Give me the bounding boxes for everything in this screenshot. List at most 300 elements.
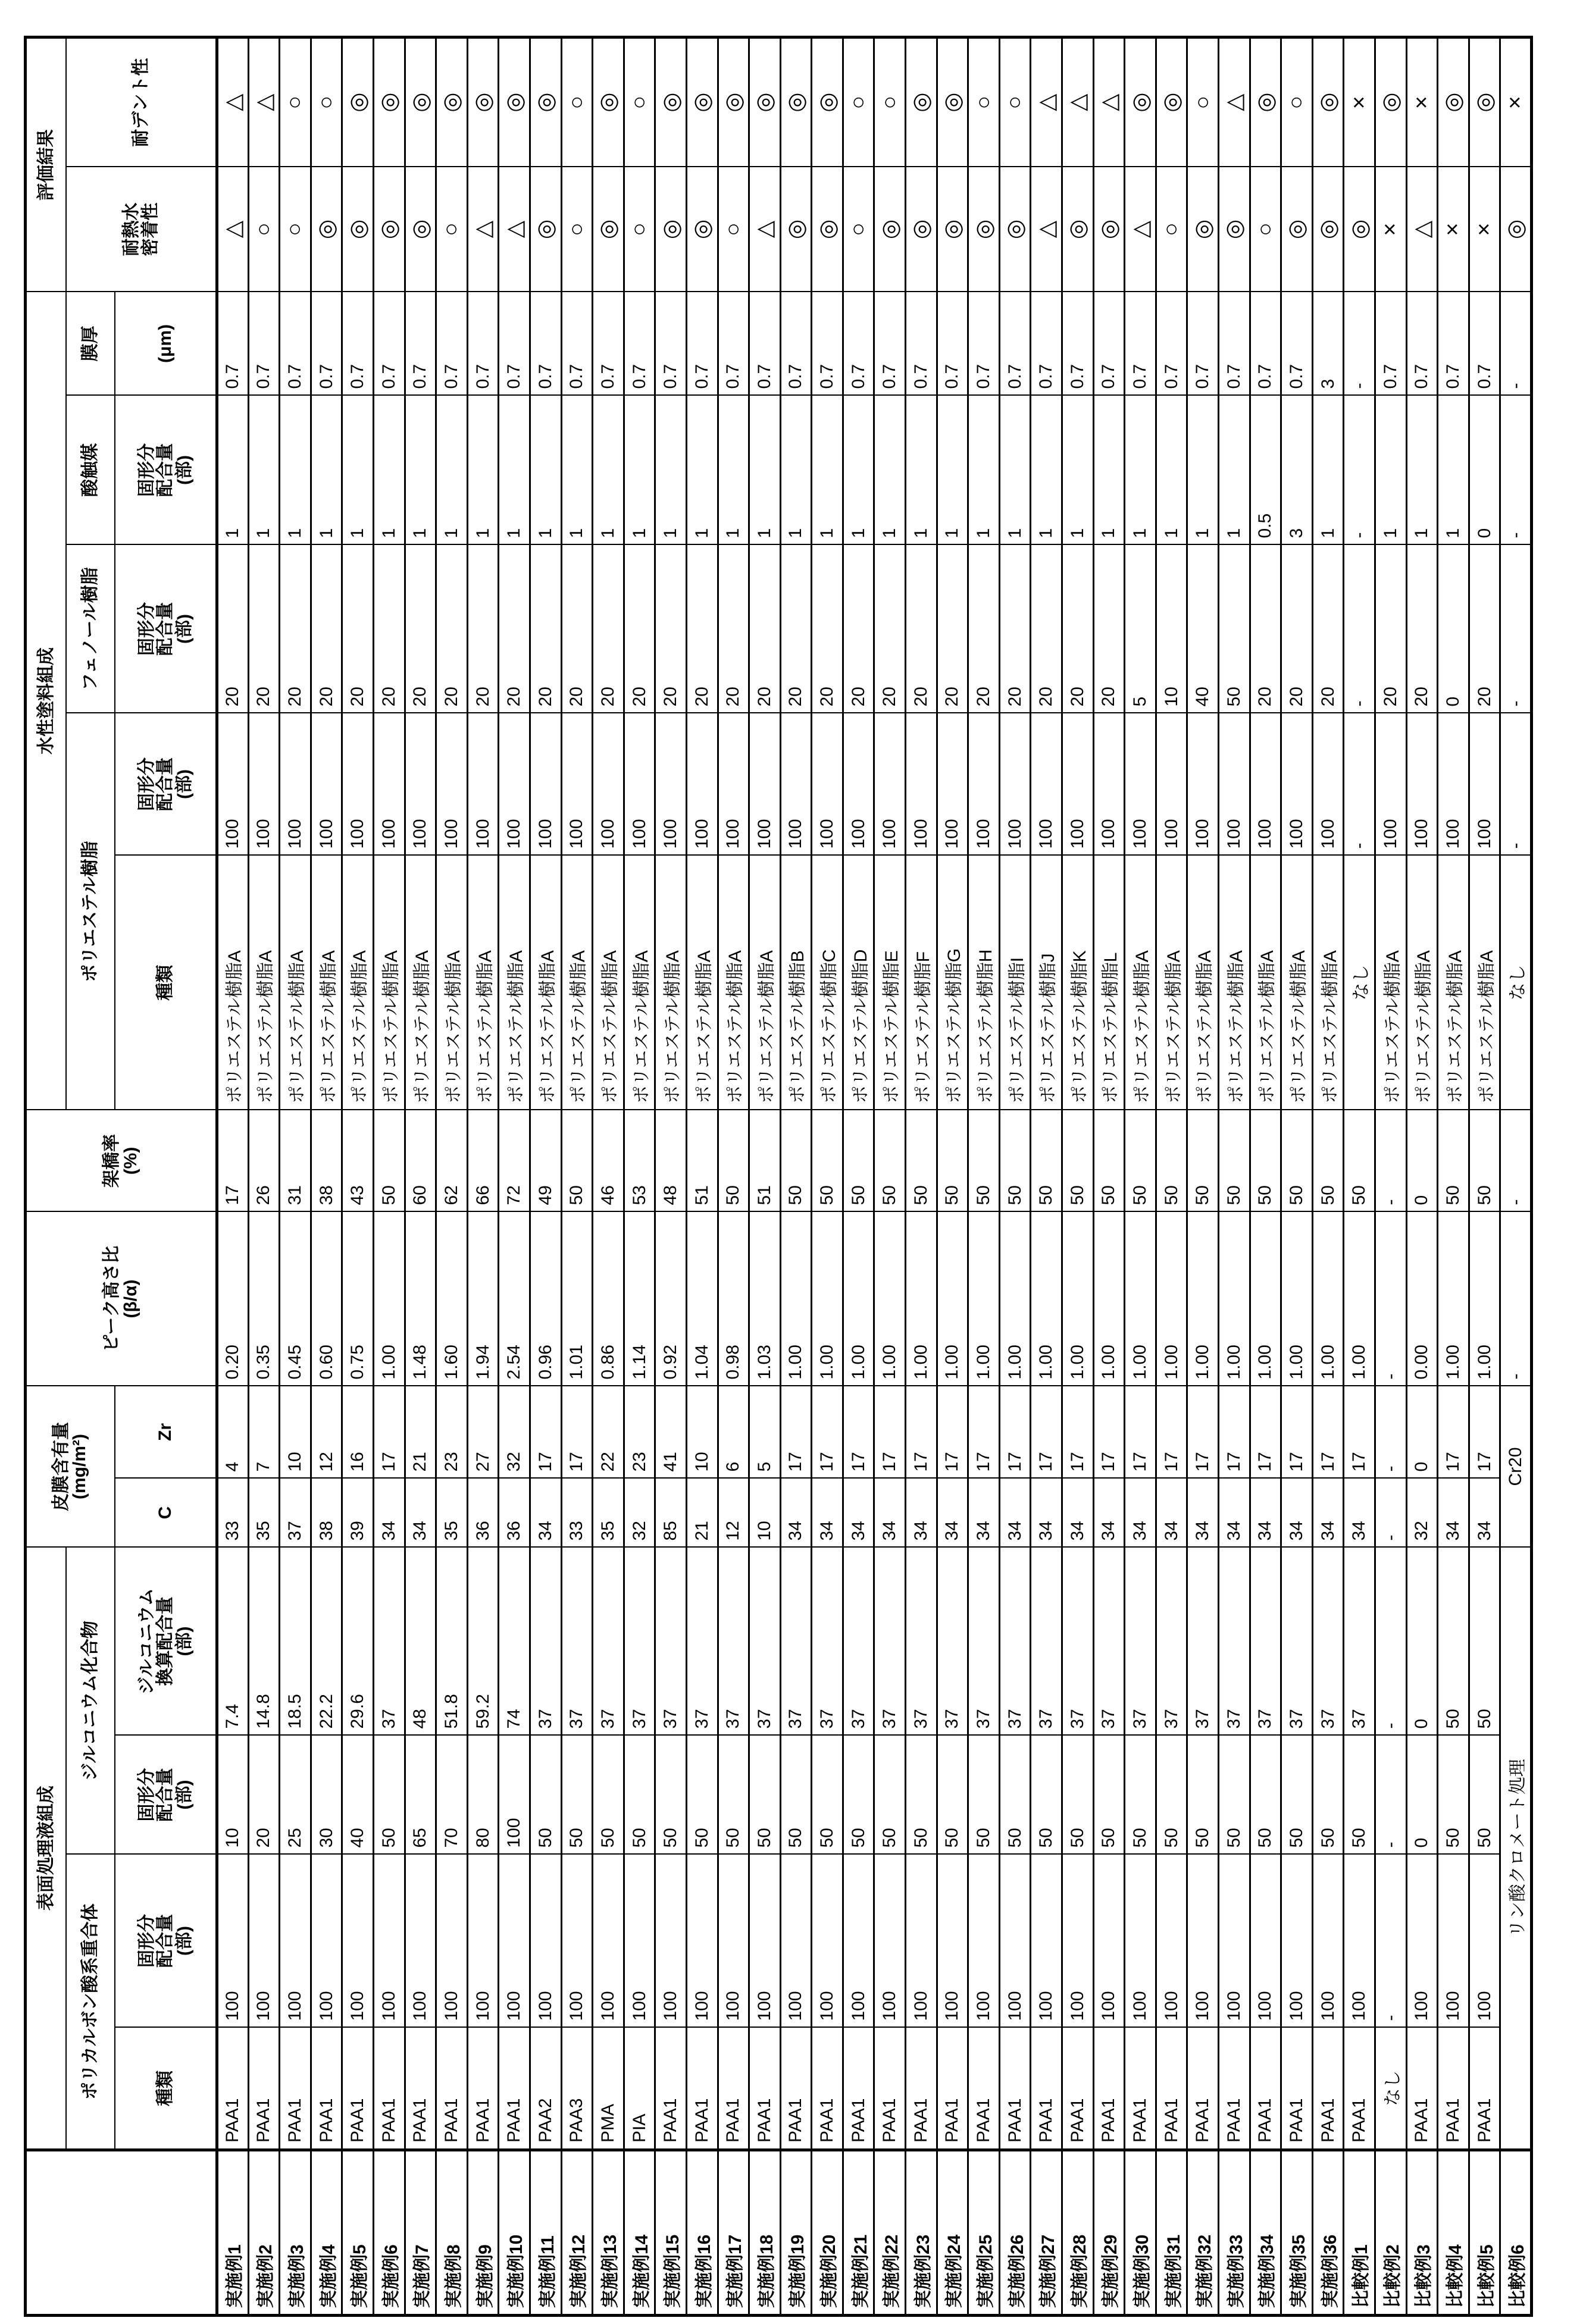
cell-zr-converted: 37 xyxy=(1187,1548,1219,1736)
row-label: 実施例27 xyxy=(1031,2150,1062,2316)
cell-dent-resistance: × xyxy=(1406,37,1438,167)
cell-acid-solid: 1 xyxy=(686,396,718,545)
cell-peak-ratio: 1.00 xyxy=(1093,1212,1125,1386)
cell-zr-content: - xyxy=(1375,1386,1406,1479)
cell-zr-solid: 10 xyxy=(217,1736,249,1855)
cell-zr-content: 41 xyxy=(655,1386,687,1479)
cell-thickness: 0.7 xyxy=(1438,292,1469,395)
header-thickness-unit: (μm) xyxy=(115,292,217,395)
cell-polyester-type: ポリエステル樹脂A xyxy=(749,856,781,1110)
cell-c-content: 34 xyxy=(1125,1479,1156,1548)
cell-c-content: 33 xyxy=(217,1479,249,1548)
cell-crosslink-rate: 50 xyxy=(1344,1110,1375,1212)
cell-paa-solid: 100 xyxy=(561,1855,593,2028)
cell-acid-solid: 1 xyxy=(749,396,781,545)
cell-heat-water-adhesion: △ xyxy=(749,167,781,292)
cell-polyester-solid: 100 xyxy=(1031,713,1062,856)
cell-paa-solid: 100 xyxy=(1062,1855,1094,2028)
table-row xyxy=(624,37,655,2315)
cell-dent-resistance: ◎ xyxy=(937,37,968,167)
cell-zr-converted: 37 xyxy=(1312,1548,1344,1736)
row-label: 実施例20 xyxy=(812,2150,843,2316)
cell-paa-solid: 100 xyxy=(999,1855,1031,2028)
cell-paa-type: PAA1 xyxy=(686,2028,718,2150)
cell-polyester-solid: 100 xyxy=(1375,713,1406,856)
cell-zr-solid: 50 xyxy=(1469,1736,1500,1855)
cell-paa-solid: 100 xyxy=(655,1855,687,2028)
cell-polyester-solid: 100 xyxy=(1312,713,1344,856)
cell-phenol-solid: 20 xyxy=(1406,545,1438,713)
cell-thickness: 0.7 xyxy=(561,292,593,395)
table-row xyxy=(405,37,436,2315)
cell-heat-water-adhesion: △ xyxy=(499,167,530,292)
cell-crosslink-rate: 17 xyxy=(217,1110,249,1212)
cell-polyester-type: ポリエステル樹脂A xyxy=(1375,856,1406,1110)
cell-paa-type: PAA2 xyxy=(530,2028,561,2150)
cell-crosslink-rate: 50 xyxy=(561,1110,593,1212)
cell-peak-ratio: 1.00 xyxy=(1062,1212,1094,1386)
cell-paa-type: PAA1 xyxy=(1156,2028,1187,2150)
cell-dent-resistance: ◎ xyxy=(342,37,374,167)
cell-zr-solid: 30 xyxy=(311,1736,342,1855)
cell-zr-converted: 59.2 xyxy=(467,1548,499,1736)
row-label: 実施例11 xyxy=(530,2150,561,2316)
row-label: 実施例23 xyxy=(906,2150,937,2316)
cell-peak-ratio: 1.00 xyxy=(373,1212,405,1386)
cell-zr-converted: 37 xyxy=(968,1548,1000,1736)
cell-paa-solid: 100 xyxy=(843,1855,874,2028)
cell-polyester-type: ポリエステル樹脂A xyxy=(436,856,468,1110)
cell-paa-solid: 100 xyxy=(1469,1855,1500,2028)
cell-zr-solid: 0 xyxy=(1406,1736,1438,1855)
cell-polyester-type: ポリエステル樹脂A xyxy=(248,856,280,1110)
table-row xyxy=(1219,37,1250,2315)
table-row xyxy=(1125,37,1156,2315)
cell-zr-solid: 50 xyxy=(780,1736,812,1855)
cell-c-content: 34 xyxy=(405,1479,436,1548)
table-row xyxy=(1250,37,1281,2315)
cell-phenol-solid: 20 xyxy=(906,545,937,713)
cell-zr-solid: 50 xyxy=(1125,1736,1156,1855)
cell-phenol-solid: 20 xyxy=(874,545,906,713)
cell-peak-ratio: 1.00 xyxy=(1281,1212,1313,1386)
cell-c-content: 34 xyxy=(937,1479,968,1548)
row-label: 比較例6 xyxy=(1500,2150,1532,2316)
cell-crosslink-rate: 51 xyxy=(686,1110,718,1212)
cell-thickness: 0.7 xyxy=(1062,292,1094,395)
cell-phenol-solid: 20 xyxy=(1031,545,1062,713)
cell-phenol-solid: 20 xyxy=(780,545,812,713)
table-row xyxy=(843,37,874,2315)
cell-c-content: 12 xyxy=(718,1479,749,1548)
cell-zr-converted: 37 xyxy=(874,1548,906,1736)
cell-paa-solid: 100 xyxy=(405,1855,436,2028)
cell-thickness: 0.7 xyxy=(436,292,468,395)
cell-polyester-type: ポリエステル樹脂B xyxy=(780,856,812,1110)
header-surface-treatment: 表面処理液組成 xyxy=(26,1548,66,2150)
corner-cell xyxy=(26,2150,217,2316)
cell-crosslink-rate: 50 xyxy=(1250,1110,1281,1212)
cell-thickness: - xyxy=(1500,292,1532,395)
cell-paa-type: なし xyxy=(1375,2028,1406,2150)
cell-peak-ratio: 0.96 xyxy=(530,1212,561,1386)
cell-zr-content: 6 xyxy=(718,1386,749,1479)
cell-zr-converted: 37 xyxy=(530,1548,561,1736)
row-label: 実施例22 xyxy=(874,2150,906,2316)
cell-paa-solid: 100 xyxy=(937,1855,968,2028)
cell-c-content: 85 xyxy=(655,1479,687,1548)
cell-zr-content: 27 xyxy=(467,1386,499,1479)
cell-paa-type: PAA1 xyxy=(499,2028,530,2150)
cell-zr-content: 17 xyxy=(1438,1386,1469,1479)
cell-thickness: 0.7 xyxy=(1281,292,1313,395)
row-label: 実施例30 xyxy=(1125,2150,1156,2316)
cell-crosslink-rate: 50 xyxy=(1125,1110,1156,1212)
header-dent-resistance: 耐デント性 xyxy=(66,37,217,167)
cell-paa-type: PAA1 xyxy=(1312,2028,1344,2150)
header-zr-converted: ジルコニウム 換算配合量 (部) xyxy=(115,1548,217,1736)
cell-thickness: 0.7 xyxy=(373,292,405,395)
cell-phenol-solid: 20 xyxy=(530,545,561,713)
cell-dent-resistance: ○ xyxy=(968,37,1000,167)
cell-film-content: Cr20 xyxy=(1500,1386,1532,1548)
row-label: 実施例36 xyxy=(1312,2150,1344,2316)
cell-heat-water-adhesion: ◎ xyxy=(780,167,812,292)
cell-zr-solid: 50 xyxy=(937,1736,968,1855)
table-row xyxy=(906,37,937,2315)
cell-zr-solid: 50 xyxy=(1312,1736,1344,1855)
cell-peak-ratio: 1.00 xyxy=(1156,1212,1187,1386)
cell-polyester-solid: 100 xyxy=(499,713,530,856)
cell-paa-type: PAA1 xyxy=(1250,2028,1281,2150)
cell-paa-type: PAA1 xyxy=(248,2028,280,2150)
table-row xyxy=(686,37,718,2315)
cell-zr-converted: 37 xyxy=(561,1548,593,1736)
cell-zr-converted: 74 xyxy=(499,1548,530,1736)
cell-polyester-type: なし xyxy=(1500,856,1532,1110)
cell-crosslink-rate: 50 xyxy=(1281,1110,1313,1212)
cell-thickness: 0.7 xyxy=(780,292,812,395)
cell-paa-type: PAA1 xyxy=(906,2028,937,2150)
header-phenol: フェノール樹脂 xyxy=(66,545,115,713)
cell-heat-water-adhesion: ◎ xyxy=(1312,167,1344,292)
cell-paa-solid: 100 xyxy=(1125,1855,1156,2028)
table-row xyxy=(1312,37,1344,2315)
cell-thickness: 0.7 xyxy=(1406,292,1438,395)
cell-zr-solid: 50 xyxy=(1281,1736,1313,1855)
cell-zr-converted: 37 xyxy=(780,1548,812,1736)
cell-acid-solid: 1 xyxy=(342,396,374,545)
cell-c-content: 34 xyxy=(968,1479,1000,1548)
cell-acid-solid: 0 xyxy=(1469,396,1500,545)
cell-polyester-type: ポリエステル樹脂A xyxy=(1219,856,1250,1110)
cell-paa-solid: 100 xyxy=(436,1855,468,2028)
cell-zr-solid: 50 xyxy=(593,1736,624,1855)
cell-c-content: 34 xyxy=(906,1479,937,1548)
header-polyester-type: 種類 xyxy=(115,856,217,1110)
cell-thickness: 0.7 xyxy=(248,292,280,395)
cell-paa-type: PAA1 xyxy=(1469,2028,1500,2150)
table-row xyxy=(1281,37,1313,2315)
cell-polyester-type: ポリエステル樹脂L xyxy=(1093,856,1125,1110)
cell-acid-solid: 1 xyxy=(874,396,906,545)
table-row xyxy=(467,37,499,2315)
cell-zr-converted: 37 xyxy=(999,1548,1031,1736)
row-label: 実施例4 xyxy=(311,2150,342,2316)
cell-acid-solid: 1 xyxy=(248,396,280,545)
cell-acid-solid: 1 xyxy=(217,396,249,545)
cell-dent-resistance: △ xyxy=(1219,37,1250,167)
header-zr-solid: 固形分 配合量 (部) xyxy=(115,1736,217,1855)
cell-paa-solid: 100 xyxy=(874,1855,906,2028)
cell-zr-solid: 50 xyxy=(1093,1736,1125,1855)
cell-dent-resistance: ◎ xyxy=(906,37,937,167)
header-acid-catalyst: 酸触媒 xyxy=(66,396,115,545)
cell-dent-resistance: ○ xyxy=(874,37,906,167)
header-evaluation: 評価結果 xyxy=(26,37,66,292)
row-label: 実施例3 xyxy=(280,2150,311,2316)
table-row xyxy=(1344,37,1375,2315)
cell-paa-solid: 100 xyxy=(968,1855,1000,2028)
row-label: 実施例15 xyxy=(655,2150,687,2316)
cell-c-content: 34 xyxy=(1031,1479,1062,1548)
cell-thickness: 0.7 xyxy=(1156,292,1187,395)
cell-phenol-solid: 20 xyxy=(686,545,718,713)
cell-zr-solid: 50 xyxy=(373,1736,405,1855)
cell-zr-content: 17 xyxy=(999,1386,1031,1479)
cell-c-content: 34 xyxy=(530,1479,561,1548)
cell-dent-resistance: △ xyxy=(1062,37,1094,167)
cell-crosslink-rate: 50 xyxy=(1062,1110,1094,1212)
cell-peak-ratio: 0.86 xyxy=(593,1212,624,1386)
cell-peak-ratio: 2.54 xyxy=(499,1212,530,1386)
cell-acid-solid: 1 xyxy=(1093,396,1125,545)
cell-phenol-solid: 20 xyxy=(718,545,749,713)
header-heat-water-adhesion: 耐熱水 密着性 xyxy=(66,167,217,292)
cell-polyester-solid: 100 xyxy=(968,713,1000,856)
cell-paa-solid: 100 xyxy=(718,1855,749,2028)
cell-polyester-type: ポリエステル樹脂A xyxy=(311,856,342,1110)
cell-zr-converted: 37 xyxy=(1125,1548,1156,1736)
table-row xyxy=(937,37,968,2315)
cell-phenol-solid: 20 xyxy=(968,545,1000,713)
cell-peak-ratio: 0.20 xyxy=(217,1212,249,1386)
table-row xyxy=(217,37,249,2315)
cell-acid-solid: 1 xyxy=(1219,396,1250,545)
cell-zr-converted: 37 xyxy=(1156,1548,1187,1736)
table-row xyxy=(1093,37,1125,2315)
cell-thickness: 0.7 xyxy=(655,292,687,395)
cell-c-content: 34 xyxy=(1344,1479,1375,1548)
cell-zr-converted: 18.5 xyxy=(280,1548,311,1736)
cell-phenol-solid: 20 xyxy=(1093,545,1125,713)
cell-peak-ratio: 1.00 xyxy=(999,1212,1031,1386)
header-phenol-solid: 固形分 配合量 (部) xyxy=(115,545,217,713)
cell-paa-type: PAA1 xyxy=(1406,2028,1438,2150)
cell-dent-resistance: ◎ xyxy=(655,37,687,167)
table-row xyxy=(311,37,342,2315)
cell-paa-solid: 100 xyxy=(1219,1855,1250,2028)
cell-heat-water-adhesion: ○ xyxy=(280,167,311,292)
cell-acid-solid: 1 xyxy=(906,396,937,545)
cell-peak-ratio: 1.00 xyxy=(1031,1212,1062,1386)
cell-heat-water-adhesion: × xyxy=(1438,167,1469,292)
cell-thickness: - xyxy=(1344,292,1375,395)
cell-thickness: 0.7 xyxy=(968,292,1000,395)
cell-zr-converted: 0 xyxy=(1406,1548,1438,1736)
table-row xyxy=(1375,37,1406,2315)
row-label: 実施例16 xyxy=(686,2150,718,2316)
row-label: 実施例6 xyxy=(373,2150,405,2316)
cell-zr-solid: 50 xyxy=(561,1736,593,1855)
cell-c-content: 34 xyxy=(843,1479,874,1548)
cell-paa-solid: 100 xyxy=(1031,1855,1062,2028)
cell-polyester-type: ポリエステル樹脂A xyxy=(373,856,405,1110)
cell-heat-water-adhesion: △ xyxy=(217,167,249,292)
cell-zr-solid: 50 xyxy=(1219,1736,1250,1855)
cell-polyester-solid: 100 xyxy=(1093,713,1125,856)
cell-zr-content: 16 xyxy=(342,1386,374,1479)
cell-crosslink-rate: 50 xyxy=(1438,1110,1469,1212)
row-label: 実施例34 xyxy=(1250,2150,1281,2316)
cell-zr-solid: 50 xyxy=(686,1736,718,1855)
cell-dent-resistance: ◎ xyxy=(812,37,843,167)
cell-peak-ratio: 0.45 xyxy=(280,1212,311,1386)
cell-crosslink-rate: 66 xyxy=(467,1110,499,1212)
table-body xyxy=(217,37,1532,2315)
cell-thickness: 0.7 xyxy=(843,292,874,395)
cell-dent-resistance: ◎ xyxy=(1375,37,1406,167)
cell-thickness: 0.7 xyxy=(1031,292,1062,395)
cell-polyester-solid: 100 xyxy=(217,713,249,856)
cell-zr-content: 17 xyxy=(1031,1386,1062,1479)
cell-dent-resistance: ◎ xyxy=(405,37,436,167)
cell-heat-water-adhesion: ◎ xyxy=(1062,167,1094,292)
table-row xyxy=(593,37,624,2315)
cell-zr-content: 22 xyxy=(593,1386,624,1479)
cell-dent-resistance: ○ xyxy=(280,37,311,167)
cell-peak-ratio: 0.60 xyxy=(311,1212,342,1386)
cell-acid-solid: 1 xyxy=(405,396,436,545)
cell-zr-converted: 37 xyxy=(843,1548,874,1736)
row-label: 比較例5 xyxy=(1469,2150,1500,2316)
cell-thickness: 0.7 xyxy=(1187,292,1219,395)
cell-polyester-type: ポリエステル樹脂A xyxy=(593,856,624,1110)
cell-zr-content: 5 xyxy=(749,1386,781,1479)
cell-c-content: 34 xyxy=(874,1479,906,1548)
cell-phenol-solid: 20 xyxy=(1281,545,1313,713)
cell-phenol-solid: 5 xyxy=(1125,545,1156,713)
cell-heat-water-adhesion: ◎ xyxy=(937,167,968,292)
cell-crosslink-rate: 31 xyxy=(280,1110,311,1212)
cell-polyester-solid: 100 xyxy=(530,713,561,856)
header-film-content: 皮膜含有量 (mg/m²) xyxy=(26,1386,115,1548)
cell-acid-solid: 1 xyxy=(624,396,655,545)
cell-paa-solid: 100 xyxy=(499,1855,530,2028)
cell-polyester-solid: 100 xyxy=(1062,713,1094,856)
cell-zr-content: 17 xyxy=(843,1386,874,1479)
cell-dent-resistance: ◎ xyxy=(1125,37,1156,167)
cell-paa-solid: 100 xyxy=(1093,1855,1125,2028)
cell-crosslink-rate: 43 xyxy=(342,1110,374,1212)
cell-zr-converted: 37 xyxy=(906,1548,937,1736)
cell-crosslink-rate: 49 xyxy=(530,1110,561,1212)
table-row xyxy=(342,37,374,2315)
cell-crosslink-rate: 50 xyxy=(780,1110,812,1212)
cell-zr-content: 10 xyxy=(686,1386,718,1479)
cell-zr-content: 17 xyxy=(1250,1386,1281,1479)
cell-acid-solid: 1 xyxy=(812,396,843,545)
cell-phenol-solid: 20 xyxy=(1062,545,1094,713)
cell-zr-converted: 37 xyxy=(749,1548,781,1736)
table-row xyxy=(874,37,906,2315)
cell-peak-ratio: 0.75 xyxy=(342,1212,374,1386)
table-row xyxy=(530,37,561,2315)
cell-dent-resistance: ◎ xyxy=(499,37,530,167)
row-label: 実施例12 xyxy=(561,2150,593,2316)
cell-peak-ratio: 0.98 xyxy=(718,1212,749,1386)
cell-heat-water-adhesion: ○ xyxy=(436,167,468,292)
row-label: 実施例13 xyxy=(593,2150,624,2316)
cell-zr-converted: 37 xyxy=(937,1548,968,1736)
cell-acid-solid: 1 xyxy=(999,396,1031,545)
cell-peak-ratio: 1.00 xyxy=(843,1212,874,1386)
cell-paa-type: PAA1 xyxy=(718,2028,749,2150)
cell-phenol-solid: - xyxy=(1344,545,1375,713)
cell-acid-solid: 1 xyxy=(843,396,874,545)
cell-polyester-solid: 100 xyxy=(843,713,874,856)
row-label: 実施例25 xyxy=(968,2150,1000,2316)
cell-polyester-type: ポリエステル樹脂A xyxy=(1187,856,1219,1110)
cell-heat-water-adhesion: ○ xyxy=(624,167,655,292)
cell-acid-solid: 1 xyxy=(968,396,1000,545)
cell-c-content: 34 xyxy=(1438,1479,1469,1548)
cell-zr-content: 17 xyxy=(1281,1386,1313,1479)
cell-c-content: 34 xyxy=(1219,1479,1250,1548)
row-label: 比較例1 xyxy=(1344,2150,1375,2316)
cell-polyester-solid: 100 xyxy=(624,713,655,856)
cell-zr-converted: 48 xyxy=(405,1548,436,1736)
cell-c-content: 10 xyxy=(749,1479,781,1548)
row-label: 実施例19 xyxy=(780,2150,812,2316)
cell-zr-converted: 37 xyxy=(686,1548,718,1736)
cell-dent-resistance: ○ xyxy=(843,37,874,167)
cell-acid-solid: 1 xyxy=(499,396,530,545)
cell-zr-content: 17 xyxy=(1062,1386,1094,1479)
cell-zr-content: 17 xyxy=(1312,1386,1344,1479)
row-label: 実施例35 xyxy=(1281,2150,1313,2316)
cell-c-content: 35 xyxy=(436,1479,468,1548)
cell-zr-content: 12 xyxy=(311,1386,342,1479)
cell-zr-solid: 50 xyxy=(1156,1736,1187,1855)
cell-paa-solid: 100 xyxy=(686,1855,718,2028)
cell-peak-ratio: 1.00 xyxy=(874,1212,906,1386)
cell-crosslink-rate: 26 xyxy=(248,1110,280,1212)
cell-paa-solid: 100 xyxy=(906,1855,937,2028)
cell-heat-water-adhesion: ◎ xyxy=(405,167,436,292)
cell-polyester-solid: 100 xyxy=(874,713,906,856)
table-row xyxy=(436,37,468,2315)
cell-polyester-type: ポリエステル樹脂A xyxy=(405,856,436,1110)
cell-polyester-solid: 100 xyxy=(561,713,593,856)
cell-thickness: 0.7 xyxy=(749,292,781,395)
cell-paa-type: PAA1 xyxy=(749,2028,781,2150)
cell-zr-converted: 37 xyxy=(593,1548,624,1736)
cell-thickness: 0.7 xyxy=(1125,292,1156,395)
cell-peak-ratio: 1.00 xyxy=(780,1212,812,1386)
cell-paa-solid: 100 xyxy=(1281,1855,1313,2028)
cell-dent-resistance: ◎ xyxy=(780,37,812,167)
